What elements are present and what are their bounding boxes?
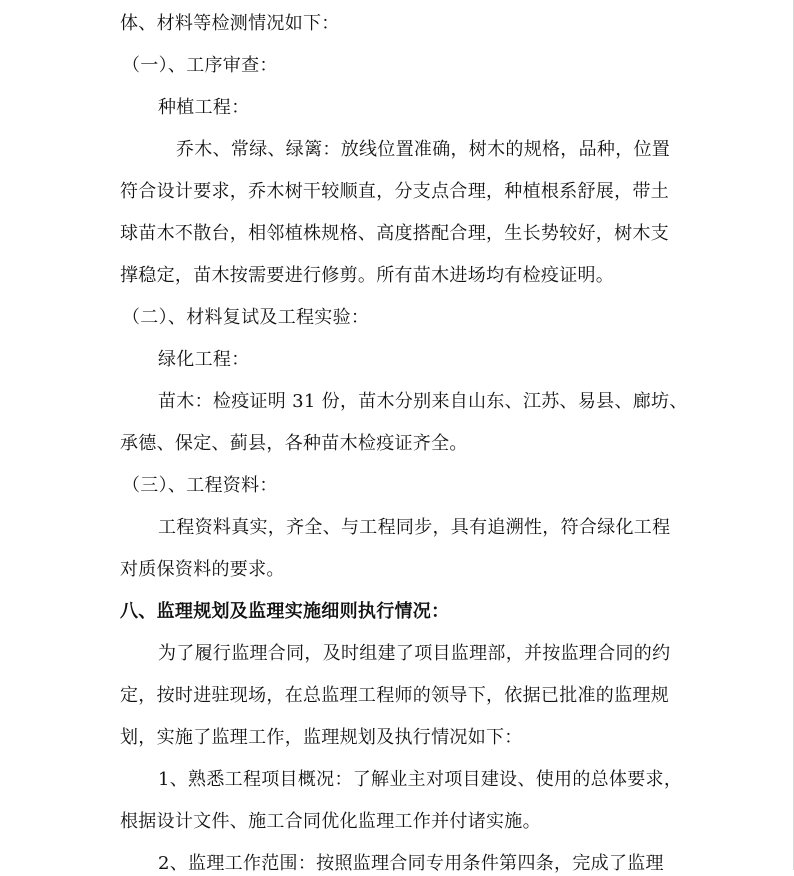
chapter-heading-8: 八、监理规划及监理实施细则执行情况： — [120, 601, 450, 622]
text-line-4: 乔木、常绿、绿篱：放线位置准确，树木的规格，品种，位置 — [176, 139, 671, 160]
text-line-18: 划，实施了监理工作，监理规划及执行情况如下： — [120, 727, 523, 748]
section-heading-3: （三）、工程资料： — [122, 475, 278, 496]
text-line-20: 根据设计文件、施工合同优化监理工作并付诸实施。 — [120, 811, 541, 832]
text-line-17: 定，按时进驻现场，在总监理工程师的领导下，依据已批准的监理规 — [120, 685, 669, 706]
text-line-5: 符合设计要求，乔木树干较顺直，分支点合理，种植根系舒展，带土 — [120, 181, 669, 202]
text-line-1: 体、材料等检测情况如下： — [120, 13, 340, 34]
text-line-10: 苗木：检疫证明 31 份，苗木分别来自山东、江苏、易县、廊坊、 — [158, 391, 688, 412]
text-line-7: 撑稳定，苗木按需要进行修剪。所有苗木进场均有检疫证明。 — [120, 265, 615, 286]
subheading-planting: 种植工程： — [158, 97, 250, 118]
section-heading-1: （一）、工序审查： — [122, 55, 278, 76]
text-line-16: 为了履行监理合同，及时组建了项目监理部，并按监理合同的约 — [158, 643, 671, 664]
text-line-11: 承德、保定、蓟县，各种苗木检疫证齐全。 — [120, 433, 468, 454]
section-heading-2: （二）、材料复试及工程实验： — [122, 307, 370, 328]
text-line-19: 1、熟悉工程项目概况：了解业主对项目建设、使用的总体要求， — [158, 769, 683, 790]
subheading-greening: 绿化工程： — [158, 349, 250, 370]
text-line-21: 2、监理工作范围：按照监理合同专用条件第四条，完成了监理 — [158, 853, 664, 874]
text-line-14: 对质保资料的要求。 — [120, 559, 285, 580]
text-line-6: 球苗木不散台，相邻植株规格、高度搭配合理，生长势较好，树木支 — [120, 223, 669, 244]
text-line-13: 工程资料真实，齐全、与工程同步，具有追溯性，符合绿化工程 — [158, 517, 671, 538]
